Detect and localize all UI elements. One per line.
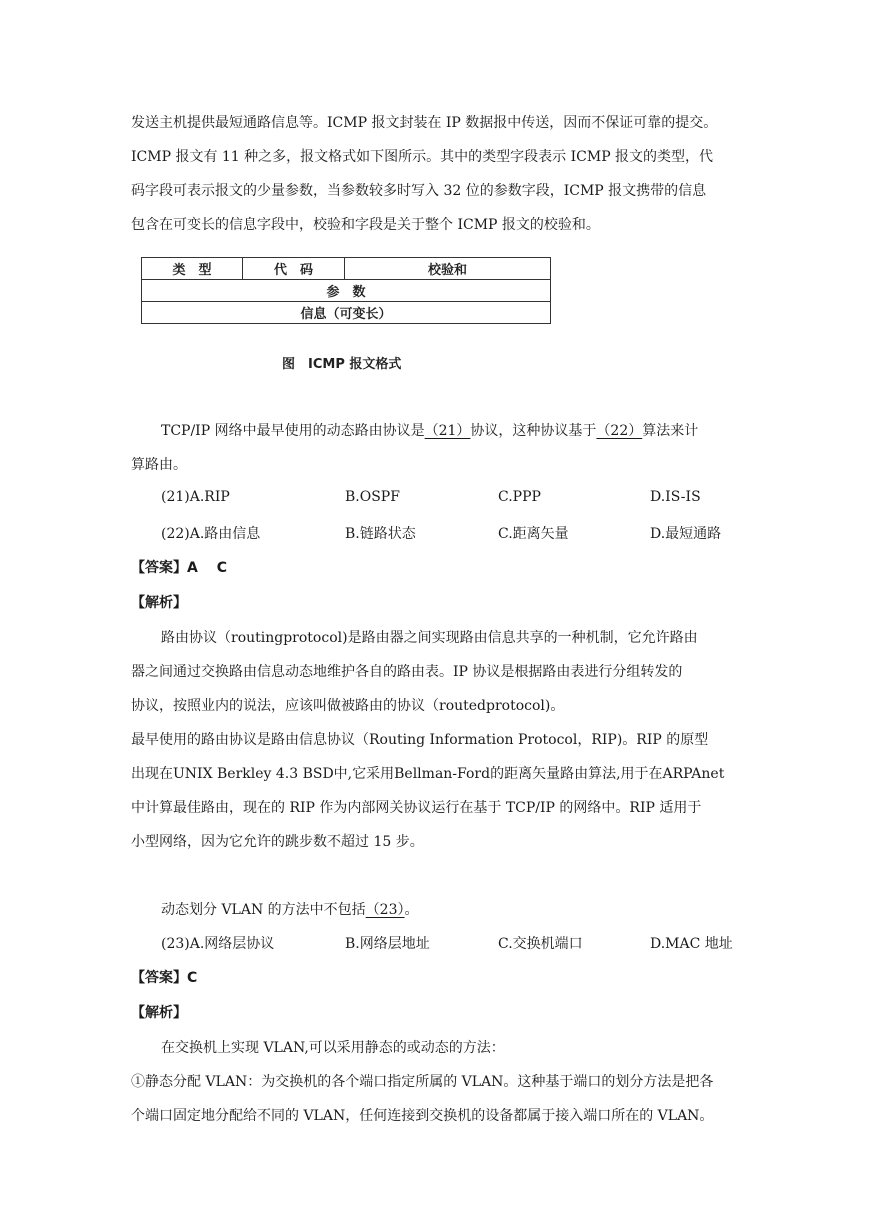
intro-line-3: 码字段可表示报文的少量参数，当参数较多时写入 32 位的参数字段，ICMP 报文携带的信息 — [131, 183, 707, 199]
option-23b: B.网络层地址 — [345, 936, 430, 952]
question-21-stem-cont: 算路由。 — [131, 457, 187, 473]
field-code: 代 码 — [243, 258, 345, 280]
intro-line-2: ICMP 报文有 11 种之多，报文格式如下图所示。其中的类型字段表示 ICMP 报文的类型，代 — [131, 149, 714, 165]
intro-line-1: 发送主机提供最短通路信息等。ICMP 报文封装在 IP 数据报中传送，因而不保证可靠的提交。 — [131, 115, 718, 131]
option-22b: B.链路状态 — [345, 526, 416, 542]
analysis-23-line-1: 在交换机上实现 VLAN,可以采用静态的或动态的方法： — [161, 1040, 505, 1056]
option-22a: (22)A.路由信息 — [161, 526, 261, 542]
option-21c: C.PPP — [498, 489, 541, 505]
analysis-21-line-7: 小型网络，因为它允许的跳步数不超过 15 步。 — [131, 834, 424, 850]
figure-caption: 图 ICMP 报文格式 — [282, 357, 402, 372]
field-parameters: 参 数 — [142, 280, 551, 302]
intro-line-4: 包含在可变长的信息字段中，校验和字段是关于整个 ICMP 报文的校验和。 — [131, 217, 600, 233]
option-21a: (21)A.RIP — [161, 489, 230, 505]
answer-23: 【答案】C — [131, 970, 198, 986]
analysis-title-23: 【解析】 — [131, 1005, 187, 1021]
blank-21: （21） — [424, 423, 471, 439]
field-type: 类 型 — [142, 258, 243, 280]
question-23-stem: 动态划分 VLAN 的方法中不包括（23）。 — [161, 902, 419, 918]
blank-23: （23） — [365, 902, 405, 918]
analysis-21-line-3: 协议，按照业内的说法，应该叫做被路由的协议（routedprotocol)。 — [131, 698, 565, 714]
option-23c: C.交换机端口 — [498, 936, 583, 952]
option-23a: (23)A.网络层协议 — [161, 936, 275, 952]
option-21b: B.OSPF — [345, 489, 400, 505]
field-info: 信息（可变长） — [142, 302, 551, 324]
analysis-21-line-4: 最早使用的路由协议是路由信息协议（Routing Information Protocol，RIP)。RIP 的原型 — [131, 732, 709, 748]
icmp-format-table — [141, 257, 551, 324]
analysis-21-line-2: 器之间通过交换路由信息动态地维护各自的路由表。IP 协议是根据路由表进行分组转发的 — [131, 664, 683, 680]
option-23d: D.MAC 地址 — [650, 936, 733, 952]
analysis-21-line-1: 路由协议（routingprotocol)是路由器之间实现路由信息共享的一种机制，它允许路由 — [161, 630, 698, 646]
field-checksum: 校验和 — [345, 258, 551, 280]
question-21-stem: TCP/IP 网络中最早使用的动态路由协议是（21）协议，这种协议基于（22）算法来计 — [161, 423, 699, 439]
option-22c: C.距离矢量 — [498, 526, 569, 542]
analysis-21-line-6: 中计算最佳路由，现在的 RIP 作为内部网关协议运行在基于 TCP/IP 的网络中。RIP 适用于 — [131, 800, 702, 816]
answer-21-22: 【答案】A C — [131, 560, 227, 576]
blank-22: （22） — [596, 423, 643, 439]
analysis-title-21: 【解析】 — [131, 595, 187, 611]
analysis-23-line-3: 个端口固定地分配给不同的 VLAN，任何连接到交换机的设备都属于接入端口所在的 VLAN。 — [131, 1108, 714, 1124]
analysis-23-line-2: ①静态分配 VLAN：为交换机的各个端口指定所属的 VLAN。这种基于端口的划分方法是把各 — [131, 1074, 714, 1090]
analysis-21-line-5: 出现在UNIX Berkley 4.3 BSD中,它采用Bellman-Ford的距离矢量路由算法,用于在ARPAnet — [131, 766, 725, 782]
option-22d: D.最短通路 — [650, 526, 722, 542]
option-21d: D.IS-IS — [650, 489, 701, 505]
